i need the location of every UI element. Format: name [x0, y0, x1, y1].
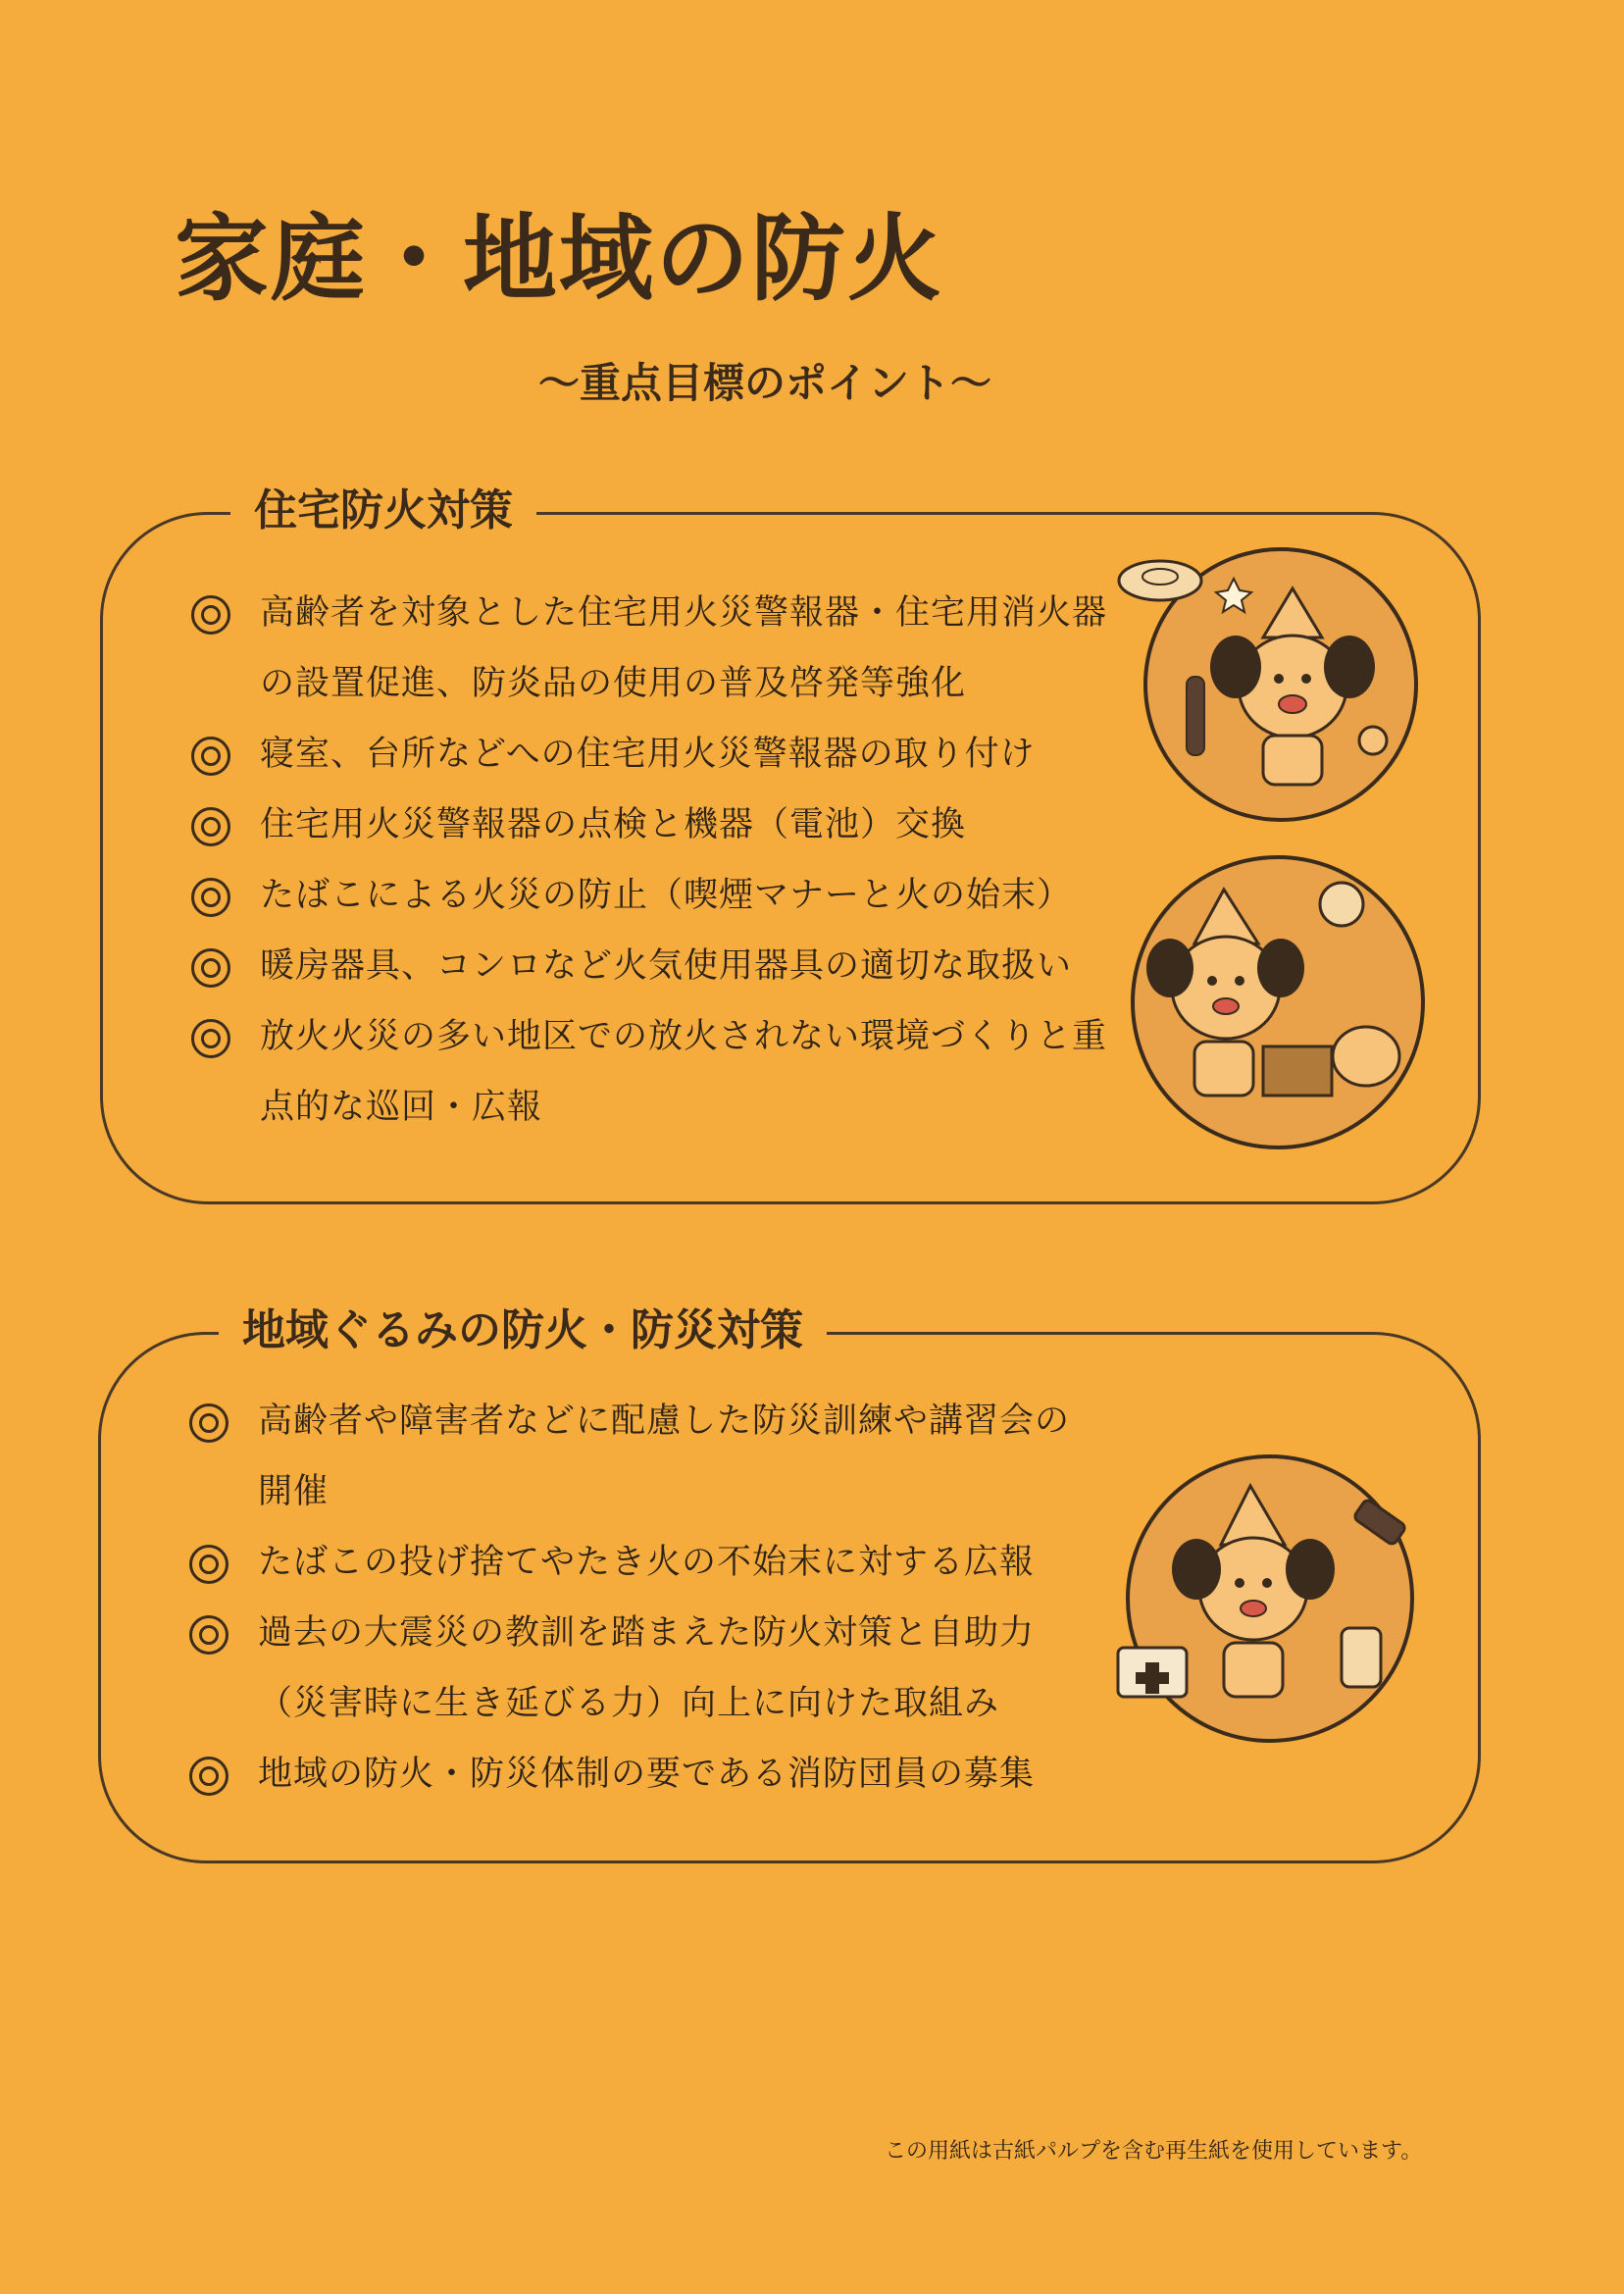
double-circle-icon — [189, 1403, 228, 1443]
section-heading: 住宅防火対策 — [230, 482, 536, 540]
item-text: 地域の防火・防災体制の要である消防団員の募集 — [258, 1755, 1036, 1794]
double-circle-icon — [189, 1545, 228, 1584]
double-circle-icon — [191, 737, 230, 776]
mascot-heater-icon — [1116, 845, 1440, 1159]
section-heading: 地域ぐるみの防火・防災対策 — [219, 1301, 827, 1360]
item-text: 放火火災の多い地区での放火されない環境づくりと重点的な巡回・広報 — [260, 1017, 1108, 1127]
item-text: 高齢者を対象とした住宅用火災警報器・住宅用消火器の設置促進、防炎品の使用の普及啓発等強化 — [260, 593, 1108, 703]
list-item — [191, 860, 1123, 931]
double-circle-icon — [191, 807, 230, 846]
list-item — [191, 719, 1123, 790]
list-item — [191, 1001, 1123, 1143]
list-item — [189, 1527, 1101, 1598]
item-text: 寝室、台所などへの住宅用火災警報器の取り付け — [260, 735, 1036, 774]
double-circle-icon — [191, 595, 230, 635]
page-title: 家庭・地域の防火 — [175, 204, 943, 314]
mascot-emergency-kit-icon — [1098, 1442, 1432, 1756]
list-item — [191, 578, 1123, 719]
measure-list — [189, 1386, 1101, 1810]
item-text: たばこによる火災の防止（喫煙マナーと火の始末） — [260, 876, 1073, 915]
item-text: 住宅用火災警報器の点検と機器（電池）交換 — [260, 805, 967, 844]
list-item — [189, 1598, 1101, 1739]
list-item — [191, 931, 1123, 1001]
mascot-smoke-alarm-icon — [1116, 530, 1420, 824]
item-text: 高齢者や障害者などに配慮した防災訓練や講習会の開催 — [258, 1402, 1071, 1511]
double-circle-icon — [191, 878, 230, 917]
list-item — [189, 1739, 1101, 1810]
double-circle-icon — [189, 1615, 228, 1655]
item-text: 過去の大震災の教訓を踏まえた防火対策と自助力（災害時に生き延びる力）向上に向けた取組み — [258, 1613, 1036, 1723]
measure-list — [191, 578, 1123, 1143]
list-item — [189, 1386, 1101, 1527]
double-circle-icon — [191, 948, 230, 988]
recycled-paper-note: この用紙は古紙パルプを含む再生紙を使用しています。 — [885, 2139, 1423, 2164]
list-item — [191, 790, 1123, 860]
item-text: 暖房器具、コンロなど火気使用器具の適切な取扱い — [260, 946, 1073, 986]
double-circle-icon — [189, 1757, 228, 1796]
item-text: たばこの投げ捨てやたき火の不始末に対する広報 — [258, 1543, 1036, 1582]
double-circle-icon — [191, 1019, 230, 1058]
page-subtitle: ～重点目標のポイント～ — [537, 359, 991, 407]
